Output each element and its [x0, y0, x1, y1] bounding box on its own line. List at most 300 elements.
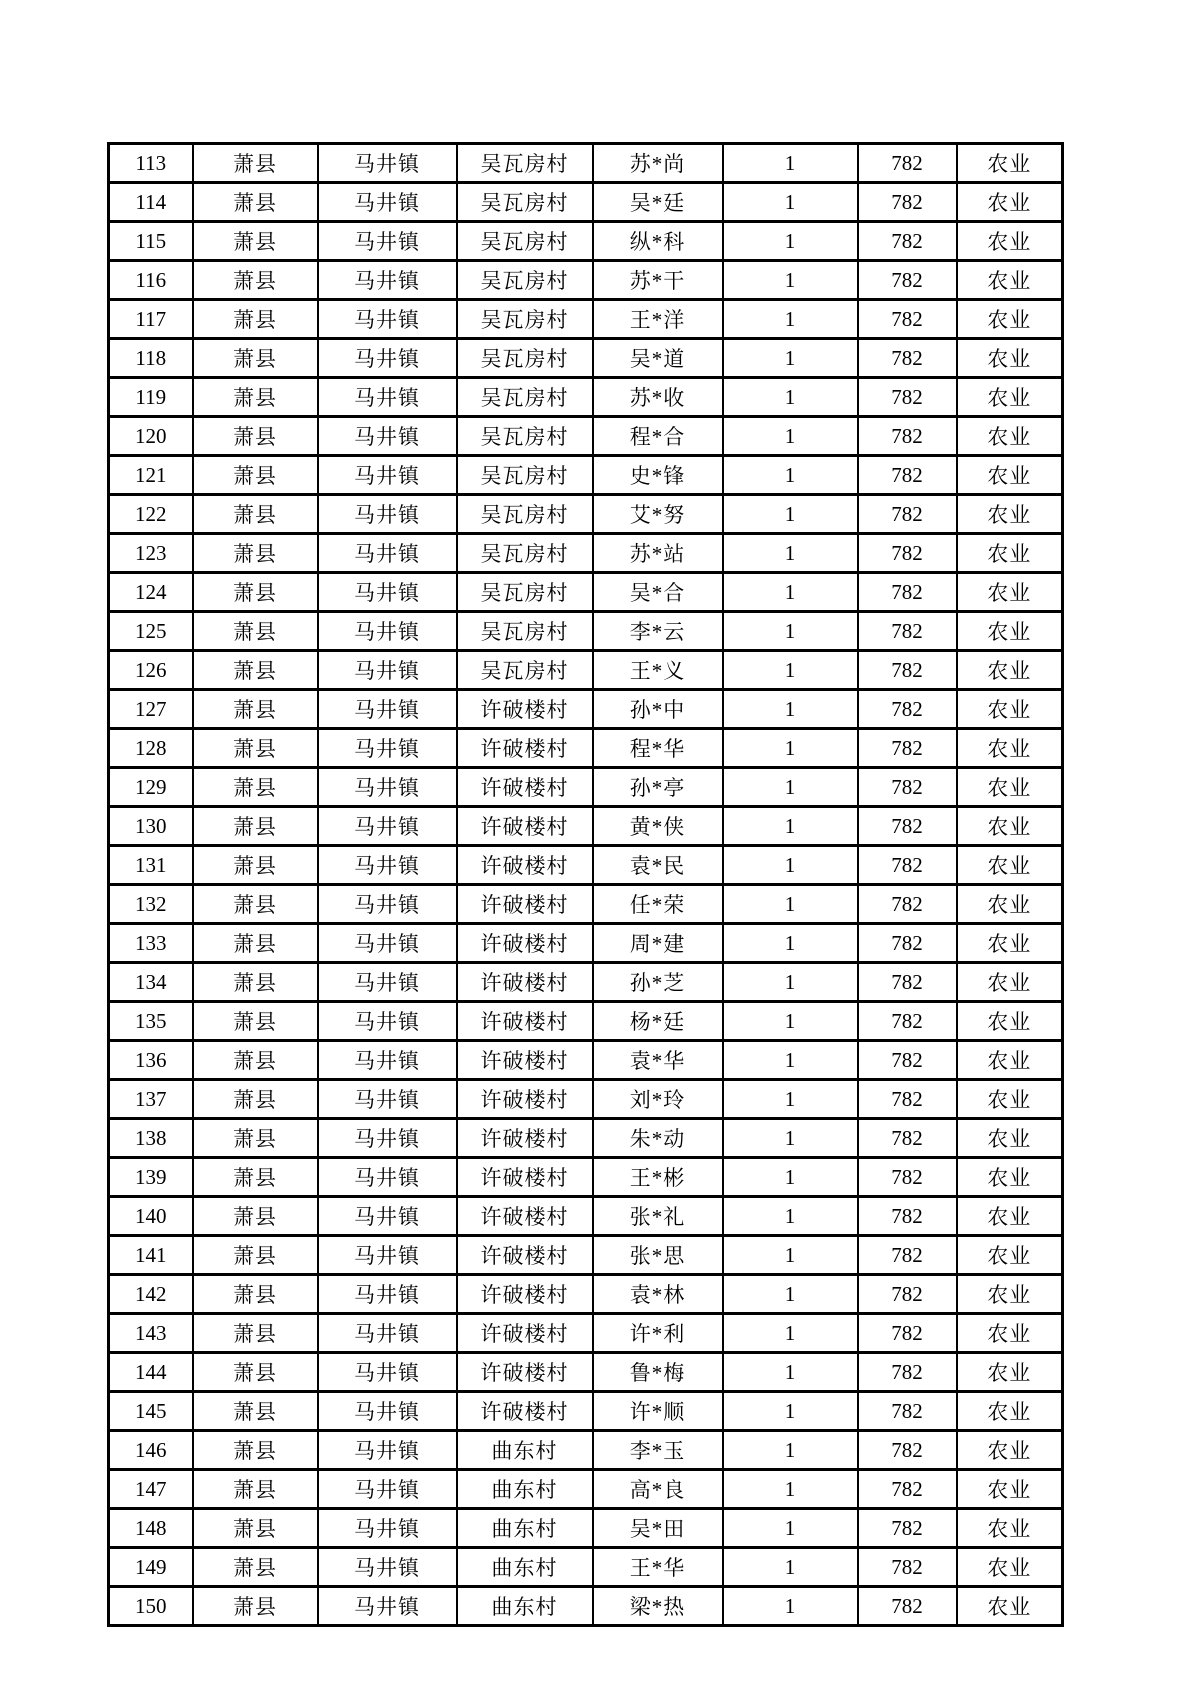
table-row	[109, 1236, 1063, 1275]
table-cell-count: 1	[723, 1470, 858, 1509]
table-cell-index: 135	[109, 1002, 193, 1041]
table-cell-count: 1	[723, 573, 858, 612]
table-cell-town: 马井镇	[318, 1002, 457, 1041]
table-cell-code: 782	[858, 1080, 957, 1119]
table-cell-county: 萧县	[193, 261, 318, 300]
table-cell-code: 782	[858, 963, 957, 1002]
table-row	[109, 534, 1063, 573]
table-cell-name: 王*洋	[593, 300, 723, 339]
table-cell-name: 许*顺	[593, 1392, 723, 1431]
table-cell-county: 萧县	[193, 1548, 318, 1587]
table-cell-code: 782	[858, 261, 957, 300]
table-cell-town: 马井镇	[318, 222, 457, 261]
table-cell-industry: 农业	[957, 768, 1063, 807]
table-cell-code: 782	[858, 1470, 957, 1509]
table-cell-name: 袁*林	[593, 1275, 723, 1314]
table-cell-county: 萧县	[193, 573, 318, 612]
table-cell-code: 782	[858, 300, 957, 339]
table-cell-industry: 农业	[957, 1392, 1063, 1431]
table-cell-village: 吴瓦房村	[457, 612, 593, 651]
table-cell-index: 119	[109, 378, 193, 417]
table-cell-code: 782	[858, 222, 957, 261]
table-cell-village: 许破楼村	[457, 1041, 593, 1080]
table-cell-code: 782	[858, 729, 957, 768]
table-cell-index: 140	[109, 1197, 193, 1236]
table-cell-county: 萧县	[193, 222, 318, 261]
table-row	[109, 1470, 1063, 1509]
table-cell-code: 782	[858, 1548, 957, 1587]
table-row	[109, 261, 1063, 300]
table-row	[109, 1548, 1063, 1587]
table-cell-county: 萧县	[193, 1470, 318, 1509]
table-cell-industry: 农业	[957, 417, 1063, 456]
table-cell-town: 马井镇	[318, 1236, 457, 1275]
table-cell-name: 苏*尚	[593, 144, 723, 183]
table-cell-index: 129	[109, 768, 193, 807]
table-cell-name: 许*利	[593, 1314, 723, 1353]
table-cell-index: 149	[109, 1548, 193, 1587]
table-cell-village: 许破楼村	[457, 1275, 593, 1314]
table-cell-industry: 农业	[957, 963, 1063, 1002]
table-cell-name: 孙*芝	[593, 963, 723, 1002]
table-cell-village: 吴瓦房村	[457, 300, 593, 339]
table-cell-name: 刘*玲	[593, 1080, 723, 1119]
table-cell-village: 吴瓦房村	[457, 534, 593, 573]
table-cell-count: 1	[723, 1509, 858, 1548]
table-cell-town: 马井镇	[318, 1431, 457, 1470]
table-cell-index: 139	[109, 1158, 193, 1197]
table-cell-town: 马井镇	[318, 378, 457, 417]
table-row	[109, 651, 1063, 690]
table-cell-name: 鲁*梅	[593, 1353, 723, 1392]
table-cell-index: 120	[109, 417, 193, 456]
table-cell-count: 1	[723, 1158, 858, 1197]
table-cell-index: 124	[109, 573, 193, 612]
table-cell-name: 苏*站	[593, 534, 723, 573]
table-cell-index: 128	[109, 729, 193, 768]
table-cell-index: 115	[109, 222, 193, 261]
table-cell-town: 马井镇	[318, 924, 457, 963]
table-cell-code: 782	[858, 534, 957, 573]
table-cell-village: 曲东村	[457, 1431, 593, 1470]
table-cell-industry: 农业	[957, 846, 1063, 885]
table-cell-industry: 农业	[957, 456, 1063, 495]
table-cell-county: 萧县	[193, 768, 318, 807]
table-cell-industry: 农业	[957, 1275, 1063, 1314]
table-cell-industry: 农业	[957, 1548, 1063, 1587]
table-cell-count: 1	[723, 417, 858, 456]
table-cell-count: 1	[723, 339, 858, 378]
table-cell-index: 127	[109, 690, 193, 729]
table-cell-town: 马井镇	[318, 768, 457, 807]
table-cell-count: 1	[723, 924, 858, 963]
table-cell-count: 1	[723, 456, 858, 495]
table-cell-county: 萧县	[193, 1119, 318, 1158]
table-cell-county: 萧县	[193, 612, 318, 651]
table-cell-village: 许破楼村	[457, 1314, 593, 1353]
table-cell-count: 1	[723, 261, 858, 300]
table-cell-count: 1	[723, 1236, 858, 1275]
table-cell-county: 萧县	[193, 1314, 318, 1353]
table-cell-industry: 农业	[957, 1509, 1063, 1548]
table-cell-village: 吴瓦房村	[457, 456, 593, 495]
table-cell-village: 许破楼村	[457, 729, 593, 768]
table-cell-index: 148	[109, 1509, 193, 1548]
table-cell-village: 许破楼村	[457, 1002, 593, 1041]
table-row	[109, 339, 1063, 378]
table-cell-name: 史*锋	[593, 456, 723, 495]
table-cell-index: 141	[109, 1236, 193, 1275]
table-cell-town: 马井镇	[318, 1392, 457, 1431]
table-cell-industry: 农业	[957, 144, 1063, 183]
table-cell-county: 萧县	[193, 183, 318, 222]
table-cell-county: 萧县	[193, 495, 318, 534]
table-cell-industry: 农业	[957, 1041, 1063, 1080]
table-cell-county: 萧县	[193, 1275, 318, 1314]
table-cell-village: 许破楼村	[457, 885, 593, 924]
table-cell-index: 146	[109, 1431, 193, 1470]
table-cell-code: 782	[858, 1275, 957, 1314]
table-cell-town: 马井镇	[318, 1470, 457, 1509]
table-cell-code: 782	[858, 690, 957, 729]
table-cell-village: 吴瓦房村	[457, 378, 593, 417]
table-cell-count: 1	[723, 1002, 858, 1041]
table-cell-industry: 农业	[957, 1236, 1063, 1275]
table-cell-name: 王*义	[593, 651, 723, 690]
table-cell-name: 吴*廷	[593, 183, 723, 222]
table-cell-village: 许破楼村	[457, 1353, 593, 1392]
table-cell-name: 袁*华	[593, 1041, 723, 1080]
table-cell-county: 萧县	[193, 807, 318, 846]
table-cell-code: 782	[858, 573, 957, 612]
table-row	[109, 1002, 1063, 1041]
table-cell-village: 曲东村	[457, 1509, 593, 1548]
table-cell-name: 周*建	[593, 924, 723, 963]
table-row	[109, 1041, 1063, 1080]
table-cell-county: 萧县	[193, 1431, 318, 1470]
table-cell-code: 782	[858, 1002, 957, 1041]
table-cell-county: 萧县	[193, 1236, 318, 1275]
table-cell-industry: 农业	[957, 183, 1063, 222]
table-cell-index: 144	[109, 1353, 193, 1392]
table-row	[109, 924, 1063, 963]
table-cell-industry: 农业	[957, 612, 1063, 651]
table-cell-county: 萧县	[193, 924, 318, 963]
table-cell-county: 萧县	[193, 885, 318, 924]
table-cell-village: 曲东村	[457, 1470, 593, 1509]
table-cell-index: 114	[109, 183, 193, 222]
table-cell-town: 马井镇	[318, 534, 457, 573]
table-cell-count: 1	[723, 1314, 858, 1353]
table-cell-industry: 农业	[957, 1002, 1063, 1041]
table-cell-county: 萧县	[193, 456, 318, 495]
table-cell-count: 1	[723, 378, 858, 417]
table-cell-name: 纵*科	[593, 222, 723, 261]
table-row	[109, 1158, 1063, 1197]
table-cell-town: 马井镇	[318, 846, 457, 885]
table-row	[109, 378, 1063, 417]
table-cell-town: 马井镇	[318, 417, 457, 456]
table-cell-count: 1	[723, 729, 858, 768]
table-cell-name: 朱*动	[593, 1119, 723, 1158]
table-body	[109, 144, 1063, 1626]
table-cell-index: 136	[109, 1041, 193, 1080]
table-cell-town: 马井镇	[318, 261, 457, 300]
table-cell-code: 782	[858, 807, 957, 846]
table-cell-code: 782	[858, 612, 957, 651]
table-cell-count: 1	[723, 1080, 858, 1119]
table-row	[109, 1119, 1063, 1158]
table-cell-town: 马井镇	[318, 612, 457, 651]
table-cell-name: 吴*田	[593, 1509, 723, 1548]
table-row	[109, 417, 1063, 456]
table-cell-count: 1	[723, 222, 858, 261]
table-cell-town: 马井镇	[318, 300, 457, 339]
table-cell-town: 马井镇	[318, 1119, 457, 1158]
table-cell-code: 782	[858, 378, 957, 417]
table-cell-index: 113	[109, 144, 193, 183]
table-cell-village: 曲东村	[457, 1587, 593, 1626]
table-cell-industry: 农业	[957, 378, 1063, 417]
table-cell-town: 马井镇	[318, 573, 457, 612]
table-row	[109, 1314, 1063, 1353]
table-row	[109, 1080, 1063, 1119]
table-cell-village: 许破楼村	[457, 1080, 593, 1119]
table-cell-industry: 农业	[957, 1119, 1063, 1158]
table-cell-county: 萧县	[193, 1353, 318, 1392]
table-cell-name: 黄*侠	[593, 807, 723, 846]
table-cell-count: 1	[723, 1275, 858, 1314]
table-cell-index: 126	[109, 651, 193, 690]
table-cell-village: 许破楼村	[457, 1236, 593, 1275]
table-cell-code: 782	[858, 1314, 957, 1353]
table-row	[109, 690, 1063, 729]
table-cell-town: 马井镇	[318, 1275, 457, 1314]
table-cell-name: 高*良	[593, 1470, 723, 1509]
table-cell-count: 1	[723, 144, 858, 183]
table-cell-index: 131	[109, 846, 193, 885]
table-cell-industry: 农业	[957, 222, 1063, 261]
table-cell-name: 梁*热	[593, 1587, 723, 1626]
table-cell-county: 萧县	[193, 144, 318, 183]
table-row	[109, 1509, 1063, 1548]
table-cell-index: 137	[109, 1080, 193, 1119]
table-cell-industry: 农业	[957, 1470, 1063, 1509]
table-cell-count: 1	[723, 690, 858, 729]
table-cell-town: 马井镇	[318, 495, 457, 534]
table-cell-county: 萧县	[193, 1041, 318, 1080]
table-cell-count: 1	[723, 963, 858, 1002]
table-cell-village: 许破楼村	[457, 768, 593, 807]
table-cell-code: 782	[858, 1587, 957, 1626]
table-cell-code: 782	[858, 885, 957, 924]
table-cell-code: 782	[858, 1158, 957, 1197]
table-cell-count: 1	[723, 1041, 858, 1080]
table-cell-name: 程*华	[593, 729, 723, 768]
table-cell-industry: 农业	[957, 690, 1063, 729]
table-cell-town: 马井镇	[318, 1548, 457, 1587]
table-cell-name: 王*彬	[593, 1158, 723, 1197]
table-row	[109, 885, 1063, 924]
table-cell-industry: 农业	[957, 261, 1063, 300]
table-cell-town: 马井镇	[318, 1509, 457, 1548]
table-cell-town: 马井镇	[318, 1158, 457, 1197]
table-cell-industry: 农业	[957, 573, 1063, 612]
table-cell-code: 782	[858, 1041, 957, 1080]
table-cell-town: 马井镇	[318, 1080, 457, 1119]
table-cell-village: 吴瓦房村	[457, 183, 593, 222]
table-cell-village: 曲东村	[457, 1548, 593, 1587]
table-cell-name: 李*云	[593, 612, 723, 651]
table-cell-town: 马井镇	[318, 807, 457, 846]
table-cell-code: 782	[858, 1392, 957, 1431]
table-cell-code: 782	[858, 1197, 957, 1236]
table-cell-index: 125	[109, 612, 193, 651]
table-cell-county: 萧县	[193, 1587, 318, 1626]
table-cell-count: 1	[723, 183, 858, 222]
table-cell-town: 马井镇	[318, 885, 457, 924]
table-cell-industry: 农业	[957, 339, 1063, 378]
table-cell-index: 123	[109, 534, 193, 573]
table-cell-name: 吴*合	[593, 573, 723, 612]
table-cell-industry: 农业	[957, 1431, 1063, 1470]
table-cell-count: 1	[723, 768, 858, 807]
table-row	[109, 1197, 1063, 1236]
table-cell-code: 782	[858, 1119, 957, 1158]
table-row	[109, 573, 1063, 612]
table-cell-town: 马井镇	[318, 1353, 457, 1392]
table-cell-code: 782	[858, 495, 957, 534]
table-row	[109, 300, 1063, 339]
table-cell-name: 孙*亭	[593, 768, 723, 807]
table-cell-industry: 农业	[957, 1080, 1063, 1119]
table-cell-town: 马井镇	[318, 339, 457, 378]
table-cell-count: 1	[723, 1431, 858, 1470]
table-cell-county: 萧县	[193, 378, 318, 417]
table-cell-village: 许破楼村	[457, 924, 593, 963]
table-cell-count: 1	[723, 1392, 858, 1431]
table-cell-county: 萧县	[193, 1197, 318, 1236]
table-cell-town: 马井镇	[318, 144, 457, 183]
table-cell-code: 782	[858, 1509, 957, 1548]
table-cell-count: 1	[723, 1119, 858, 1158]
table-cell-industry: 农业	[957, 495, 1063, 534]
table-cell-town: 马井镇	[318, 963, 457, 1002]
table-cell-village: 许破楼村	[457, 963, 593, 1002]
table-cell-town: 马井镇	[318, 651, 457, 690]
table-cell-industry: 农业	[957, 300, 1063, 339]
table-row	[109, 1392, 1063, 1431]
table-cell-village: 吴瓦房村	[457, 339, 593, 378]
table-cell-name: 袁*民	[593, 846, 723, 885]
table-cell-town: 马井镇	[318, 456, 457, 495]
table-cell-county: 萧县	[193, 651, 318, 690]
table-cell-industry: 农业	[957, 924, 1063, 963]
table-cell-count: 1	[723, 612, 858, 651]
table-cell-county: 萧县	[193, 417, 318, 456]
table-cell-code: 782	[858, 924, 957, 963]
table-row	[109, 183, 1063, 222]
table-cell-name: 吴*道	[593, 339, 723, 378]
table-cell-town: 马井镇	[318, 1041, 457, 1080]
table-cell-county: 萧县	[193, 690, 318, 729]
table-cell-county: 萧县	[193, 300, 318, 339]
table-row	[109, 1431, 1063, 1470]
table-cell-industry: 农业	[957, 885, 1063, 924]
table-cell-name: 孙*中	[593, 690, 723, 729]
table-row	[109, 963, 1063, 1002]
table-cell-name: 张*思	[593, 1236, 723, 1275]
table-cell-industry: 农业	[957, 729, 1063, 768]
table-row	[109, 495, 1063, 534]
table-cell-index: 118	[109, 339, 193, 378]
table-cell-index: 122	[109, 495, 193, 534]
table-row	[109, 612, 1063, 651]
table-cell-count: 1	[723, 651, 858, 690]
table-cell-village: 许破楼村	[457, 1197, 593, 1236]
table-cell-town: 马井镇	[318, 1587, 457, 1626]
table-cell-village: 许破楼村	[457, 1158, 593, 1197]
table-row	[109, 729, 1063, 768]
table-cell-village: 吴瓦房村	[457, 417, 593, 456]
table-cell-industry: 农业	[957, 1587, 1063, 1626]
table-cell-village: 吴瓦房村	[457, 573, 593, 612]
table-row	[109, 1587, 1063, 1626]
table-row	[109, 768, 1063, 807]
table-cell-code: 782	[858, 651, 957, 690]
table-cell-industry: 农业	[957, 807, 1063, 846]
table-cell-town: 马井镇	[318, 1197, 457, 1236]
table-cell-county: 萧县	[193, 534, 318, 573]
table-cell-code: 782	[858, 768, 957, 807]
table-cell-index: 132	[109, 885, 193, 924]
table-cell-count: 1	[723, 807, 858, 846]
table-cell-county: 萧县	[193, 1158, 318, 1197]
table-cell-village: 吴瓦房村	[457, 261, 593, 300]
table-row	[109, 222, 1063, 261]
table-cell-town: 马井镇	[318, 690, 457, 729]
table-cell-index: 121	[109, 456, 193, 495]
table-cell-industry: 农业	[957, 1353, 1063, 1392]
table-row	[109, 846, 1063, 885]
table-cell-index: 130	[109, 807, 193, 846]
table-cell-village: 吴瓦房村	[457, 495, 593, 534]
table-cell-code: 782	[858, 846, 957, 885]
table-cell-name: 程*合	[593, 417, 723, 456]
table-cell-index: 134	[109, 963, 193, 1002]
table-cell-name: 艾*努	[593, 495, 723, 534]
table-cell-count: 1	[723, 885, 858, 924]
table-cell-town: 马井镇	[318, 183, 457, 222]
table-cell-index: 133	[109, 924, 193, 963]
table-cell-county: 萧县	[193, 846, 318, 885]
table-cell-name: 苏*干	[593, 261, 723, 300]
table-cell-name: 张*礼	[593, 1197, 723, 1236]
table-cell-index: 147	[109, 1470, 193, 1509]
table-cell-village: 许破楼村	[457, 1392, 593, 1431]
table-cell-county: 萧县	[193, 729, 318, 768]
table-cell-code: 782	[858, 456, 957, 495]
table-cell-code: 782	[858, 1353, 957, 1392]
table-cell-name: 李*玉	[593, 1431, 723, 1470]
table-cell-village: 许破楼村	[457, 807, 593, 846]
table-cell-industry: 农业	[957, 1314, 1063, 1353]
table-cell-code: 782	[858, 1236, 957, 1275]
table-cell-count: 1	[723, 846, 858, 885]
table-cell-index: 116	[109, 261, 193, 300]
table-cell-name: 王*华	[593, 1548, 723, 1587]
table-cell-code: 782	[858, 183, 957, 222]
